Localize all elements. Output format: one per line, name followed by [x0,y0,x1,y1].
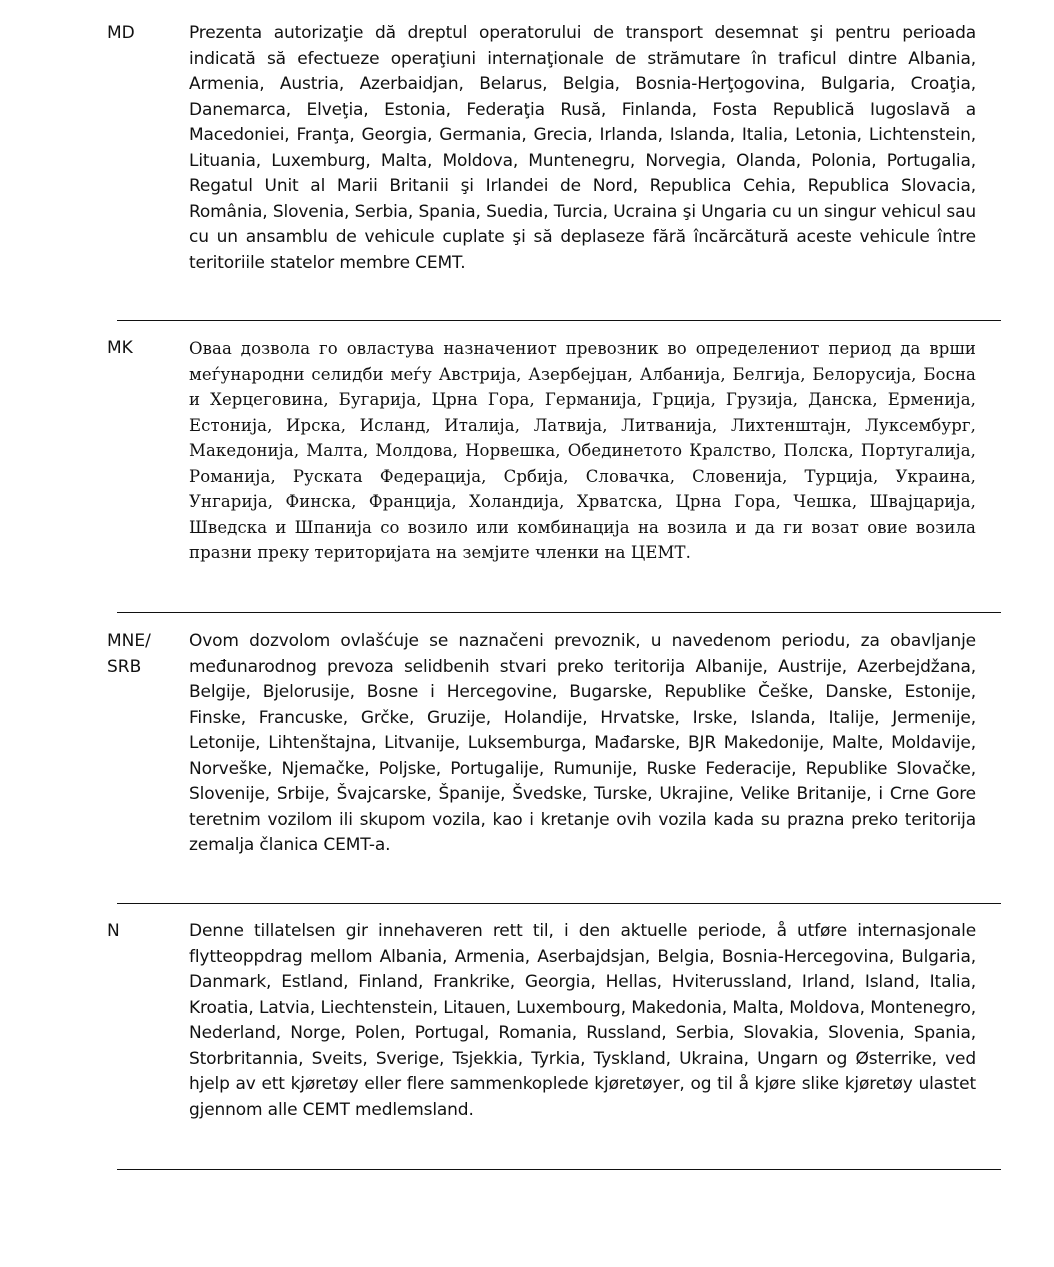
paragraph-text: Оваа дозвола го овластува назначениот превозник во определениот период да врши меѓународни селидби меѓу Австрија, Азербејџан, Албанија, Белгија, Белорусија, Босна и Херцеговина, Бугарија, Црна Гора, Германија, Грција, Грузија, Данска, Ерменија, Естонија, Ирска, Исланд, Италија, Латвија, Литванија, Лихтенштајн, Луксембург, Македонија, Малта, Молдова, Норвешка, Обединетото Кралство, Полска, Португалија, Романија, Руската Федерација, Србија, Словачка, Словенија, Турција, Украина, Унгарија, Финска, Франција, Холандија, Хрватска, Црна Гора, Чешка, Швајцарија, Шведска и Шпанија со возило или комбинација на возила и да ги возат овие возила празни преку територијата на земјите членки на ЦЕМТ. [189,339,976,562]
divider-line [117,320,1001,321]
language-code: MK [107,338,133,358]
paragraph-text: Prezenta autorizaţie dă dreptul operatorului de transport desemnat şi pentru perioada indicată să efectueze operaţiuni internaţionale de strămutare în traficul dintre Albania, Armenia, Austria, Azerbaidjan, Belarus, Belgia, Bosnia-Herţogovina, Bulgaria, Croaţia, Danemarca, Elveţia, Estonia, Federaţia Rusă, Finlanda, Fosta Republică Iugoslavă a Macedoniei, Franţa, Georgia, Germania, Grecia, Irlanda, Islanda, Italia, Letonia, Lichtenstein, Lituania, Luxemburg, Malta, Moldova, Muntenegru, Norvegia, Olanda, Polonia, Portugalia, Regatul Unit al Marii Britanii şi Irlandei de Nord, Republica Cehia, Republica Slovacia, România, Slovenia, Serbia, Spania, Suedia, Turcia, Ucraina şi Ungaria cu un singur vehicul sau cu un ansamblu de vehicule cuplate şi să deplaseze fără încărcătură aceste vehicule între teritoriile statelor membre CEMT. [189,23,976,273]
language-code: N [107,921,120,941]
paragraph-text: Denne tillatelsen gir innehaveren rett til, i den aktuelle periode, å utføre internasjonale flytteoppdrag mellom Albania, Armenia, Aserbajdsjan, Belgia, Bosnia-Hercegovina, Bulgaria, Danmark, Estland, Finland, Frankrike, Georgia, Hellas, Hviterussland, Irland, Island, Italia, Kroatia, Latvia, Liechtenstein, Litauen, Luxembourg, Makedonia, Malta, Moldova, Montenegro, Nederland, Norge, Polen, Portugal, Romania, Russland, Serbia, Slovakia, Slovenia, Spania, Storbritannia, Sveits, Sverige, Tsjekkia, Tyrkia, Tyskland, Ukraina, Ungarn og Østerrike, ved hjelp av ett kjøretøy eller flere sammenkoplede kjøretøyer, og til å kjøre slike kjøretøy ulastet gjennom alle CEMT medlemsland. [189,921,976,1120]
divider-line [117,612,1001,613]
language-code: MD [107,23,135,43]
divider-line [117,1169,1001,1170]
paragraph-text: Ovom dozvolom ovlašćuje se naznačeni prevoznik, u navedenom periodu, za obavljanje međunarodnog prevoza selidbenih stvari preko teritorija Albanije, Austrije, Azerbejdžana, Belgije, Bjelorusije, Bosne i Hercegovine, Bugarske, Republike Češke, Danske, Estonije, Finske, Francuske, Grčke, Gruzije, Holandije, Hrvatske, Irske, Islanda, Italije, Jermenije, Letonije, Lihtenštajna, Litvanije, Luksemburga, Mađarske, BJR Makedonije, Malte, Moldavije, Norveške, Njemačke, Poljske, Portugalije, Rumunije, Ruske Federacije, Republike Slovačke, Slovenije, Srbije, Švajcarske, Španije, Švedske, Turske, Ukrajine, Velike Britanije, i Crne Gore teretnim vozilom ili skupom vozila, kao i kretanje ovih vozila kada su prazna preko teritorija zemalja članica CEMT-a. [189,631,976,855]
divider-line [117,903,1001,904]
language-code: MNE/ SRB [107,631,151,677]
